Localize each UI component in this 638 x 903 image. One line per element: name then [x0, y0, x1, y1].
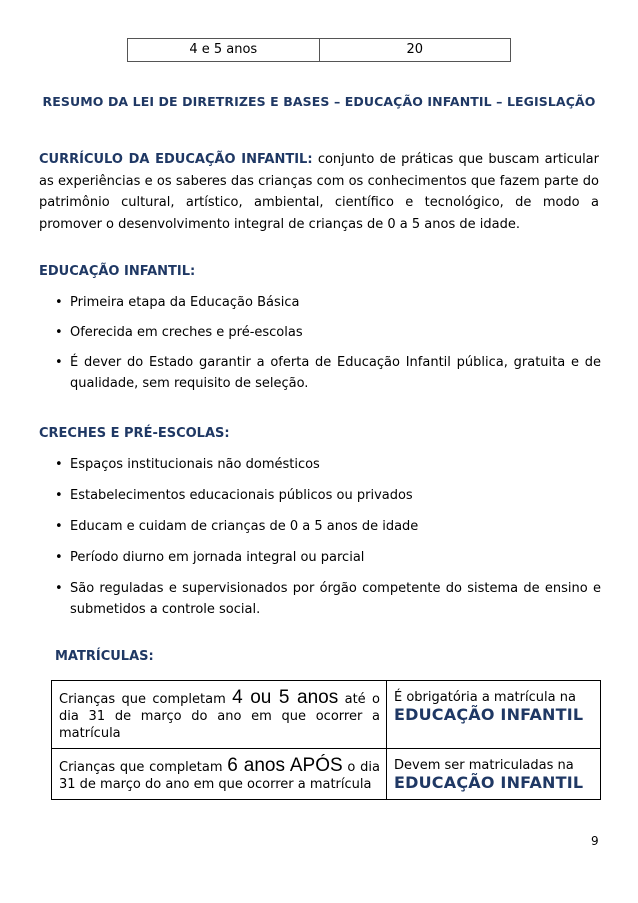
- list-item: • Espaços institucionais não domésticos: [39, 454, 601, 475]
- bullet-icon: •: [55, 355, 63, 370]
- list-item: • É dever do Estado garantir a oferta de Educação Infantil pública, gratuita e de qualidade, sem requisito de seleção.: [39, 352, 601, 394]
- educacao-infantil-list: [39, 292, 601, 394]
- list-item: • São reguladas e supervisionados por órgão competente do sistema de ensino e submetidos a controle social.: [39, 578, 601, 620]
- curriculum-text: conjunto de práticas que buscam articular as experiências e os saberes das crianças com os conhecimentos que fazem parte do patrimônio cultural, artístico, ambiental, científico e tecnológico, de modo a promover o desenvolvimento integral de crianças de 0 a 5 anos de idade.: [39, 152, 599, 232]
- stage-highlight: EDUCAÇÃO INFANTIL: [394, 705, 584, 724]
- page-number: 9: [591, 834, 599, 848]
- curriculum-label: CURRÍCULO DA EDUCAÇÃO INFANTIL:: [39, 152, 313, 167]
- curriculum-paragraph: [39, 149, 599, 235]
- list-item: • Período diurno em jornada integral ou parcial: [39, 547, 601, 568]
- section-heading-matriculas: MATRÍCULAS:: [55, 649, 154, 664]
- bullet-icon: •: [55, 295, 63, 310]
- table-cell-rule: Devem ser matriculadas na EDUCAÇÃO INFANTIL: [387, 749, 600, 799]
- matriculas-table: [51, 680, 601, 800]
- bullet-icon: •: [55, 488, 63, 503]
- stage-highlight: EDUCAÇÃO INFANTIL: [394, 773, 584, 792]
- table-cell-condition: Crianças que completam 4 ou 5 anos até o dia 31 de março do ano em que ocorrer a matrícula: [52, 681, 387, 748]
- header-age-cell: 4 e 5 anos: [189, 42, 258, 57]
- table-cell-rule: É obrigatória a matrícula na EDUCAÇÃO INFANTIL: [387, 681, 600, 748]
- bullet-icon: •: [55, 550, 63, 565]
- list-item: • Oferecida em creches e pré-escolas: [39, 322, 601, 343]
- age-highlight: 4 ou 5 anos: [232, 687, 339, 708]
- section-heading-creches: CRECHES E PRÉ-ESCOLAS:: [39, 426, 230, 441]
- header-table: [127, 38, 511, 62]
- bullet-icon: •: [55, 581, 63, 596]
- table-row: [52, 748, 600, 799]
- bullet-icon: •: [55, 519, 63, 534]
- bullet-icon: •: [55, 457, 63, 472]
- header-number-cell: 20: [319, 39, 511, 61]
- age-highlight: 6 anos APÓS: [227, 755, 343, 776]
- list-item: • Educam e cuidam de crianças de 0 a 5 anos de idade: [39, 516, 601, 537]
- bullet-icon: •: [55, 325, 63, 340]
- creches-list: [39, 454, 601, 620]
- page-title: RESUMO DA LEI DE DIRETRIZES E BASES – EDUCAÇÃO INFANTIL – LEGISLAÇÃO: [42, 94, 596, 109]
- table-cell-condition: Crianças que completam 6 anos APÓS o dia 31 de março do ano em que ocorrer a matrícula: [52, 749, 387, 799]
- section-heading-educacao-infantil: EDUCAÇÃO INFANTIL:: [39, 264, 196, 279]
- list-item: • Primeira etapa da Educação Básica: [39, 292, 601, 313]
- table-row: [52, 681, 600, 748]
- list-item: • Estabelecimentos educacionais públicos ou privados: [39, 485, 601, 506]
